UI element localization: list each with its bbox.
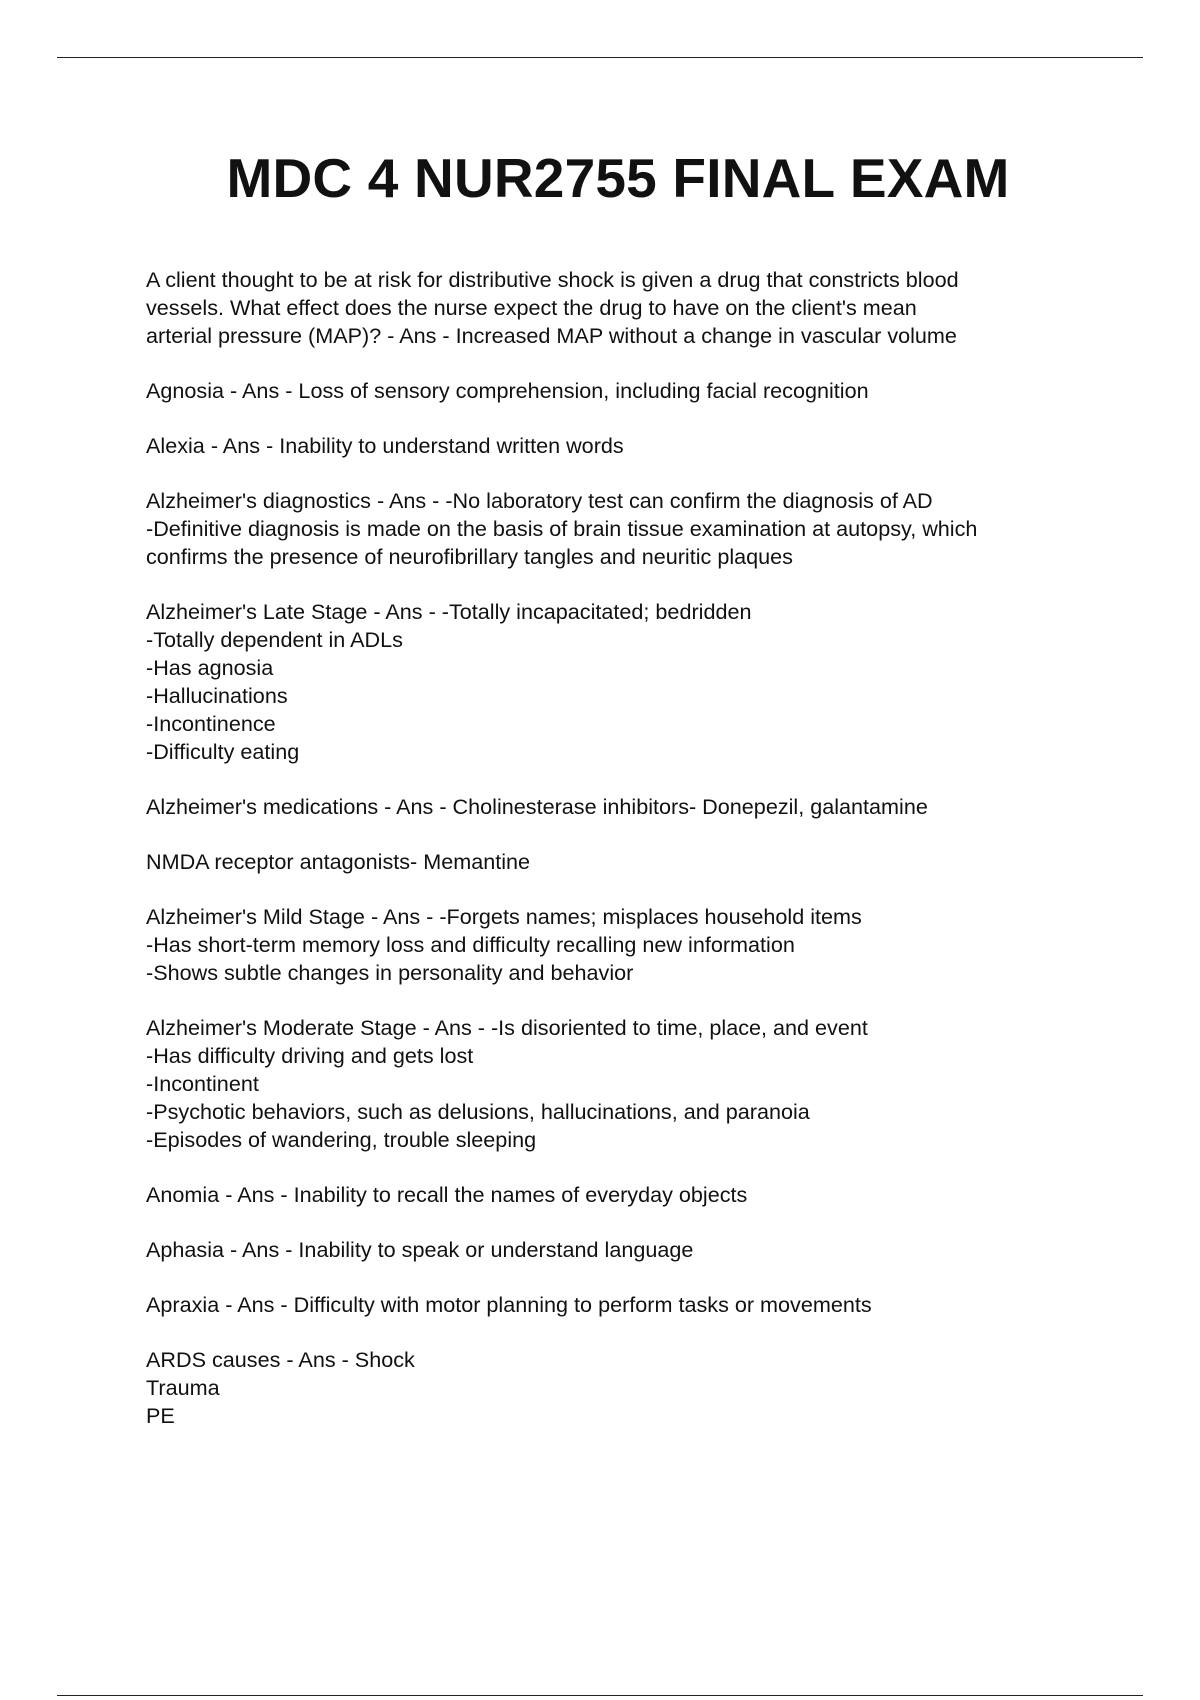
entry-line: Agnosia - Ans - Loss of sensory comprehension, including facial recognition bbox=[146, 378, 869, 403]
entry-line: Alzheimer's Moderate Stage - Ans - -Is disoriented to time, place, and event bbox=[146, 1015, 868, 1040]
qa-entry bbox=[146, 377, 1106, 405]
entry-line: -Incontinent bbox=[146, 1071, 259, 1096]
entry-line: -Difficulty eating bbox=[146, 739, 300, 764]
entry-line: -Incontinence bbox=[146, 711, 276, 736]
entry-line: -Shows subtle changes in personality and behavior bbox=[146, 960, 634, 985]
qa-entry bbox=[146, 1291, 1106, 1319]
entry-line: NMDA receptor antagonists- Memantine bbox=[146, 849, 531, 874]
qa-entry bbox=[146, 1346, 1106, 1430]
qa-entry bbox=[146, 848, 1106, 876]
entry-line: Aphasia - Ans - Inability to speak or understand language bbox=[146, 1237, 694, 1262]
entry-line: Trauma bbox=[146, 1375, 220, 1400]
entry-line: -Has agnosia bbox=[146, 655, 274, 680]
entry-line: -Psychotic behaviors, such as delusions, hallucinations, and paranoia bbox=[146, 1099, 810, 1124]
entry-line: Alzheimer's Mild Stage - Ans - -Forgets names; misplaces household items bbox=[146, 904, 862, 929]
entry-line: -Episodes of wandering, trouble sleeping bbox=[146, 1127, 537, 1152]
entry-line: Anomia - Ans - Inability to recall the names of everyday objects bbox=[146, 1182, 748, 1207]
entry-line: PE bbox=[146, 1403, 175, 1428]
entry-line: arterial pressure (MAP)? - Ans - Increased MAP without a change in vascular volume bbox=[146, 323, 957, 348]
page-title: MDC 4 NUR2755 FINAL EXAM bbox=[226, 147, 1010, 209]
qa-entry bbox=[146, 1181, 1106, 1209]
entry-line: Alzheimer's Late Stage - Ans - -Totally incapacitated; bedridden bbox=[146, 599, 752, 624]
entry-line: Alzheimer's medications - Ans - Cholinesterase inhibitors- Donepezil, galantamine bbox=[146, 794, 928, 819]
qa-entry bbox=[146, 793, 1106, 821]
qa-entry bbox=[146, 432, 1106, 460]
entry-line: Alexia - Ans - Inability to understand written words bbox=[146, 433, 624, 458]
entry-line: Apraxia - Ans - Difficulty with motor planning to perform tasks or movements bbox=[146, 1292, 872, 1317]
entry-line: Alzheimer's diagnostics - Ans - -No laboratory test can confirm the diagnosis of AD bbox=[146, 488, 933, 513]
qa-entry bbox=[146, 266, 1106, 350]
top-rule bbox=[57, 57, 1143, 58]
entry-line: -Totally dependent in ADLs bbox=[146, 627, 403, 652]
entry-line: -Has short-term memory loss and difficulty recalling new information bbox=[146, 932, 795, 957]
entry-line: -Has difficulty driving and gets lost bbox=[146, 1043, 474, 1068]
qa-entry bbox=[146, 1236, 1106, 1264]
qa-list bbox=[146, 266, 1106, 1457]
qa-entry bbox=[146, 487, 1106, 571]
qa-entry bbox=[146, 903, 1106, 987]
qa-entry bbox=[146, 598, 1106, 766]
qa-entry bbox=[146, 1014, 1106, 1154]
bottom-rule bbox=[57, 1695, 1143, 1696]
entry-line: -Hallucinations bbox=[146, 683, 288, 708]
entry-line: -Definitive diagnosis is made on the basis of brain tissue examination at autopsy, which bbox=[146, 516, 978, 541]
entry-line: vessels. What effect does the nurse expect the drug to have on the client's mean bbox=[146, 295, 917, 320]
entry-line: confirms the presence of neurofibrillary tangles and neuritic plaques bbox=[146, 544, 793, 569]
entry-line: ARDS causes - Ans - Shock bbox=[146, 1347, 415, 1372]
entry-line: A client thought to be at risk for distributive shock is given a drug that constricts blood bbox=[146, 267, 959, 292]
